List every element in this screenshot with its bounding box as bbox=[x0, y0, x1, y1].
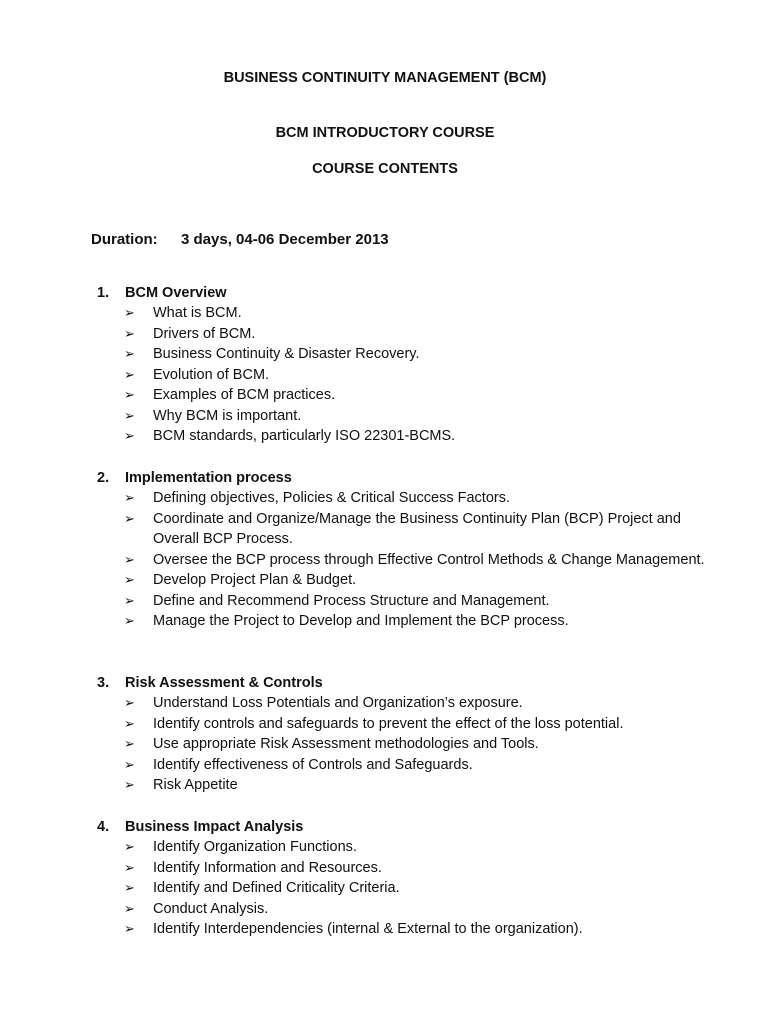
section-heading bbox=[97, 673, 717, 693]
list-item-text: Conduct Analysis. bbox=[153, 900, 269, 917]
arrow-bullet-icon: ➢ bbox=[124, 900, 135, 916]
section-number: 3. bbox=[97, 675, 110, 691]
list-item bbox=[97, 550, 717, 571]
list-item-text: What is BCM. bbox=[153, 305, 242, 321]
section-number: 1. bbox=[97, 285, 110, 301]
section-implementation-process bbox=[97, 468, 717, 632]
list-item bbox=[97, 899, 717, 920]
arrow-bullet-icon: ➢ bbox=[124, 428, 135, 443]
arrow-bullet-icon: ➢ bbox=[124, 346, 135, 361]
duration-value: 3 days, 04-06 December 2013 bbox=[181, 231, 389, 248]
section-heading bbox=[97, 283, 717, 303]
list-item-text: Identify controls and safeguards to prevent the effect of the loss potential. bbox=[153, 715, 624, 732]
arrow-bullet-icon: ➢ bbox=[124, 490, 135, 505]
list-item bbox=[97, 406, 717, 427]
arrow-bullet-icon: ➢ bbox=[124, 305, 135, 320]
list-item-text: Develop Project Plan & Budget. bbox=[153, 572, 357, 588]
course-name: BCM INTRODUCTORY COURSE bbox=[275, 125, 495, 141]
list-item-text: Identify effectiveness of Controls and Safeguards. bbox=[153, 756, 473, 773]
list-item bbox=[97, 591, 717, 612]
list-item bbox=[97, 878, 717, 899]
list-item-text: Identify Organization Functions. bbox=[153, 839, 357, 855]
list-item-text: Understand Loss Potentials and Organization’s exposure. bbox=[153, 695, 523, 711]
section-business-impact-analysis bbox=[97, 817, 717, 940]
list-item-text: Business Continuity & Disaster Recovery. bbox=[153, 346, 420, 362]
arrow-bullet-icon: ➢ bbox=[124, 736, 135, 751]
bullet-list bbox=[97, 837, 717, 940]
list-item bbox=[97, 324, 717, 345]
section-heading bbox=[97, 817, 717, 837]
list-item-text: Coordinate and Organize/Manage the Business Continuity Plan (BCP) Project and Overall BCP Process. bbox=[153, 510, 681, 547]
list-item-text: Define and Recommend Process Structure and Management. bbox=[153, 592, 550, 609]
list-item bbox=[97, 919, 717, 940]
list-item-text: Evolution of BCM. bbox=[153, 366, 270, 383]
arrow-bullet-icon: ➢ bbox=[124, 921, 135, 936]
list-item bbox=[97, 714, 717, 735]
list-item-text: Risk Appetite bbox=[153, 777, 238, 793]
section-heading bbox=[97, 468, 717, 488]
list-item-text: Defining objectives, Policies & Critical Success Factors. bbox=[153, 490, 510, 506]
list-item bbox=[97, 693, 717, 714]
arrow-bullet-icon: ➢ bbox=[124, 777, 135, 792]
bullet-list bbox=[97, 693, 717, 796]
list-item bbox=[97, 426, 717, 447]
list-item-text: Identify and Defined Criticality Criteria. bbox=[153, 880, 400, 896]
arrow-bullet-icon: ➢ bbox=[124, 407, 135, 423]
arrow-bullet-icon: ➢ bbox=[124, 551, 135, 567]
bullet-list bbox=[97, 303, 717, 447]
section-title: BCM Overview bbox=[125, 285, 227, 301]
list-item bbox=[97, 509, 717, 550]
list-item-text: Examples of BCM practices. bbox=[153, 387, 336, 403]
arrow-bullet-icon: ➢ bbox=[124, 880, 135, 895]
arrow-bullet-icon: ➢ bbox=[124, 756, 135, 772]
section-title: Risk Assessment & Controls bbox=[125, 675, 323, 691]
arrow-bullet-icon: ➢ bbox=[124, 695, 135, 710]
list-item-text: Why BCM is important. bbox=[153, 407, 302, 424]
section-title: Business Impact Analysis bbox=[125, 819, 304, 835]
section-number: 2. bbox=[97, 470, 110, 486]
list-item-text: Oversee the BCP process through Effective Control Methods & Change Management. bbox=[153, 551, 705, 568]
duration-line bbox=[91, 230, 389, 250]
list-item-text: Identify Information and Resources. bbox=[153, 859, 382, 876]
section-bcm-overview bbox=[97, 283, 717, 447]
arrow-bullet-icon: ➢ bbox=[124, 325, 135, 341]
list-item bbox=[97, 570, 717, 591]
arrow-bullet-icon: ➢ bbox=[124, 859, 135, 875]
list-item bbox=[97, 837, 717, 858]
section-title: Implementation process bbox=[125, 470, 292, 486]
list-item-text: Use appropriate Risk Assessment methodologies and Tools. bbox=[153, 736, 539, 752]
list-item bbox=[97, 611, 717, 632]
arrow-bullet-icon: ➢ bbox=[124, 572, 135, 587]
arrow-bullet-icon: ➢ bbox=[124, 366, 135, 382]
list-item-text: BCM standards, particularly ISO 22301-BCMS. bbox=[153, 428, 456, 444]
arrow-bullet-icon: ➢ bbox=[124, 839, 135, 854]
duration-label: Duration: bbox=[91, 231, 158, 248]
section-number: 4. bbox=[97, 819, 110, 835]
list-item-text: Manage the Project to Develop and Implement the BCP process. bbox=[153, 613, 569, 629]
list-item bbox=[97, 734, 717, 755]
bullet-list bbox=[97, 488, 717, 632]
arrow-bullet-icon: ➢ bbox=[124, 387, 135, 402]
list-item bbox=[97, 385, 717, 406]
section-risk-assessment bbox=[97, 673, 717, 796]
list-item bbox=[97, 488, 717, 509]
list-item bbox=[97, 303, 717, 324]
list-item-text: Identify Interdependencies (internal & External to the organization). bbox=[153, 921, 583, 937]
list-item-text: Drivers of BCM. bbox=[153, 325, 256, 342]
arrow-bullet-icon: ➢ bbox=[124, 592, 135, 608]
document-title: BUSINESS CONTINUITY MANAGEMENT (BCM) bbox=[223, 70, 547, 86]
arrow-bullet-icon: ➢ bbox=[124, 715, 135, 731]
list-item bbox=[97, 775, 717, 796]
contents-heading: COURSE CONTENTS bbox=[312, 161, 458, 177]
arrow-bullet-icon: ➢ bbox=[124, 510, 135, 526]
list-item bbox=[97, 344, 717, 365]
list-item bbox=[97, 755, 717, 776]
list-item bbox=[97, 858, 717, 879]
list-item bbox=[97, 365, 717, 386]
arrow-bullet-icon: ➢ bbox=[124, 613, 135, 628]
